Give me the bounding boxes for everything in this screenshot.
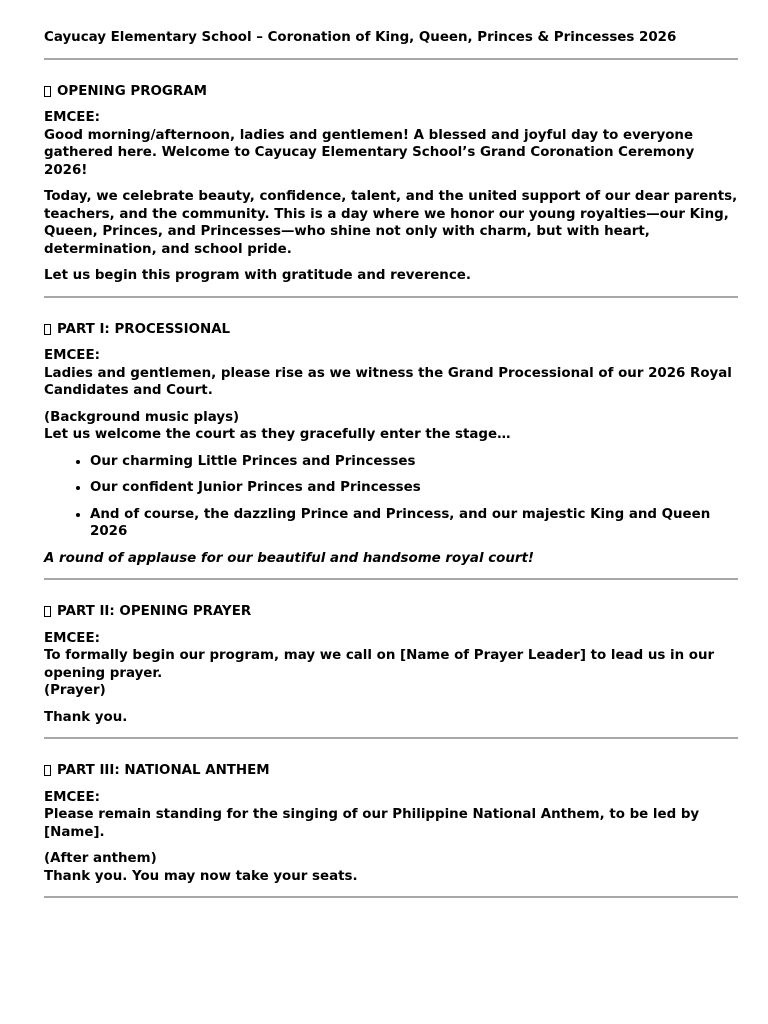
divider xyxy=(44,737,738,739)
stage-cue: (Prayer) xyxy=(44,683,106,698)
stage-cue: (After anthem) xyxy=(44,851,157,866)
section-heading-label: PART II: OPENING PRAYER xyxy=(57,604,252,619)
emcee-line: To formally begin our program, may we call on [Name of Prayer Leader] to lead us in our opening prayer. xyxy=(44,648,715,681)
emcee-line: Ladies and gentlemen, please rise as we witness the Grand Processional of our 2026 Royal Candidates and Court. xyxy=(44,365,732,398)
missing-glyph-icon xyxy=(44,86,51,97)
emcee-block xyxy=(44,789,738,842)
missing-glyph-icon xyxy=(44,765,51,776)
paragraph: Let us begin this program with gratitude and reverence. xyxy=(44,268,471,283)
paragraph: Today, we celebrate beauty, confidence, talent, and the united support of our dear parents, teachers, and the community. This is a day where we honor our young royalties—our King, Queen, Princes, and Princesses—who shine not only with charm, but with heart, determination, and school pride. xyxy=(44,189,738,257)
speaker-label: EMCEE: xyxy=(44,110,100,125)
emcee-block xyxy=(44,630,738,700)
stage-cue-block xyxy=(44,850,738,885)
section-national-anthem xyxy=(44,762,738,885)
emcee-block xyxy=(44,347,738,400)
missing-glyph-icon xyxy=(44,324,51,335)
document-title: Cayucay Elementary School – Coronation of King, Queen, Princes & Princesses 2026 xyxy=(44,30,677,45)
divider xyxy=(44,896,738,898)
speaker-label: EMCEE: xyxy=(44,789,100,805)
section-heading xyxy=(44,762,738,780)
section-heading xyxy=(44,603,738,621)
section-heading-label: PART III: NATIONAL ANTHEM xyxy=(57,763,270,778)
divider xyxy=(44,578,738,580)
paragraph: Thank you. xyxy=(44,709,128,725)
list-item: • Our confident Junior Princes and Princesses xyxy=(90,479,738,497)
list-item: • And of course, the dazzling Prince and Princess, and our majestic King and Queen 2026 xyxy=(90,506,738,541)
section-heading xyxy=(44,83,738,101)
stage-cue-block xyxy=(44,409,738,444)
emcee-line: Please remain standing for the singing of our Philippine National Anthem, to be led by [Name]. xyxy=(44,807,700,840)
list-item: • Our charming Little Princes and Princesses xyxy=(90,453,738,471)
speaker-label: EMCEE: xyxy=(44,348,100,363)
divider xyxy=(44,58,738,60)
emcee-line: Let us welcome the court as they gracefully enter the stage… xyxy=(44,427,511,442)
emcee-block xyxy=(44,109,738,179)
divider xyxy=(44,296,738,298)
section-heading-label: PART I: PROCESSIONAL xyxy=(57,321,231,337)
section-heading-label: OPENING PROGRAM xyxy=(57,83,207,99)
stage-cue: (Background music plays) xyxy=(44,409,240,425)
emcee-line: Thank you. You may now take your seats. xyxy=(44,868,358,884)
emcee-line: Good morning/afternoon, ladies and gentlemen! A blessed and joyful day to everyone gathered here. Welcome to Cayucay Elementary School’s Grand Coronation Ceremony 2026! xyxy=(44,127,695,178)
section-processional xyxy=(44,321,738,568)
section-opening-program xyxy=(44,83,738,285)
section-opening-prayer xyxy=(44,603,738,726)
applause-line: A round of applause for our beautiful and handsome royal court! xyxy=(44,550,535,566)
court-list xyxy=(44,453,738,541)
missing-glyph-icon xyxy=(44,606,51,617)
section-heading xyxy=(44,321,738,339)
speaker-label: EMCEE: xyxy=(44,630,100,646)
